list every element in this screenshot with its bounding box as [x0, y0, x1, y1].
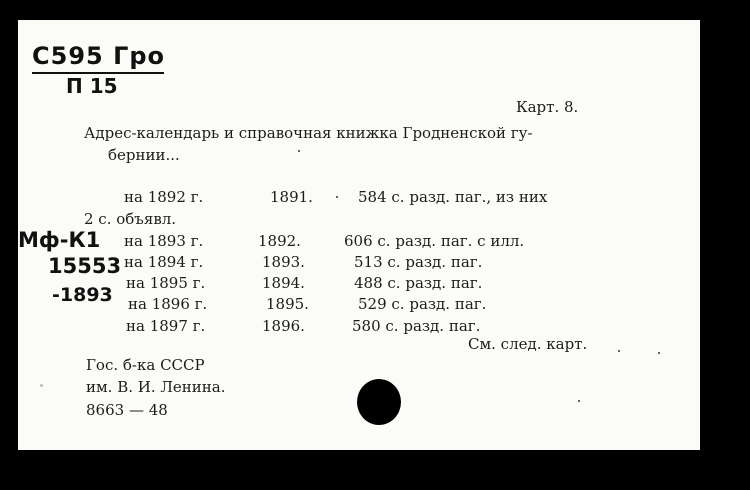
entry-year: 1894. — [262, 274, 305, 292]
entry-label: на 1895 г. — [126, 274, 206, 292]
card-number-label: Карт. 8. — [516, 98, 579, 116]
entry-description: 584 с. разд. паг., из них — [358, 188, 548, 206]
entry-description: 580 с. разд. паг. — [352, 317, 481, 335]
entry-description-continued: 2 с. объявл. — [84, 210, 177, 228]
scan-speck — [40, 384, 43, 387]
scan-speck — [658, 352, 660, 354]
catalog-card — [18, 20, 700, 450]
handwritten-call-number: С595 Гро — [32, 42, 166, 70]
entry-label: на 1892 г. — [124, 188, 204, 206]
handwritten-year-range: -1893 — [52, 284, 113, 306]
entry-label: на 1893 г. — [124, 232, 204, 250]
entry-year: 1892. — [258, 232, 301, 250]
library-dedication: им. В. И. Ленина. — [86, 378, 226, 396]
entry-year: 1891. — [270, 188, 313, 206]
entry-year: 1895. — [266, 295, 309, 313]
scan-speck — [578, 400, 580, 402]
entry-description: 513 с. разд. паг. — [354, 253, 483, 271]
title-line-2: бернии... — [108, 146, 180, 164]
punch-hole — [357, 379, 401, 425]
handwritten-microfilm-number: 15553 — [48, 254, 122, 278]
entry-label: на 1896 г. — [128, 295, 208, 313]
entry-description: 606 с. разд. паг. с илл. — [344, 232, 525, 250]
scan-speck — [298, 150, 300, 152]
entry-year: 1896. — [262, 317, 305, 335]
title-line-1: Адрес-календарь и справочная книжка Гродненской гу- — [84, 124, 533, 142]
entry-year: 1893. — [262, 253, 305, 271]
print-order-number: 8663 — 48 — [86, 401, 168, 419]
scan-speck — [618, 350, 620, 352]
handwritten-microfilm-mark: Мф-К1 — [18, 228, 101, 252]
continuation-note: См. след. карт. — [468, 335, 588, 353]
entry-description: 488 с. разд. паг. — [354, 274, 483, 292]
library-name: Гос. б-ка СССР — [86, 356, 205, 374]
entry-label: на 1894 г. — [124, 253, 204, 271]
scan-speck — [336, 196, 338, 198]
handwritten-shelf-mark: П 15 — [66, 74, 118, 98]
entry-label: на 1897 г. — [126, 317, 206, 335]
entry-description: 529 с. разд. паг. — [358, 295, 487, 313]
